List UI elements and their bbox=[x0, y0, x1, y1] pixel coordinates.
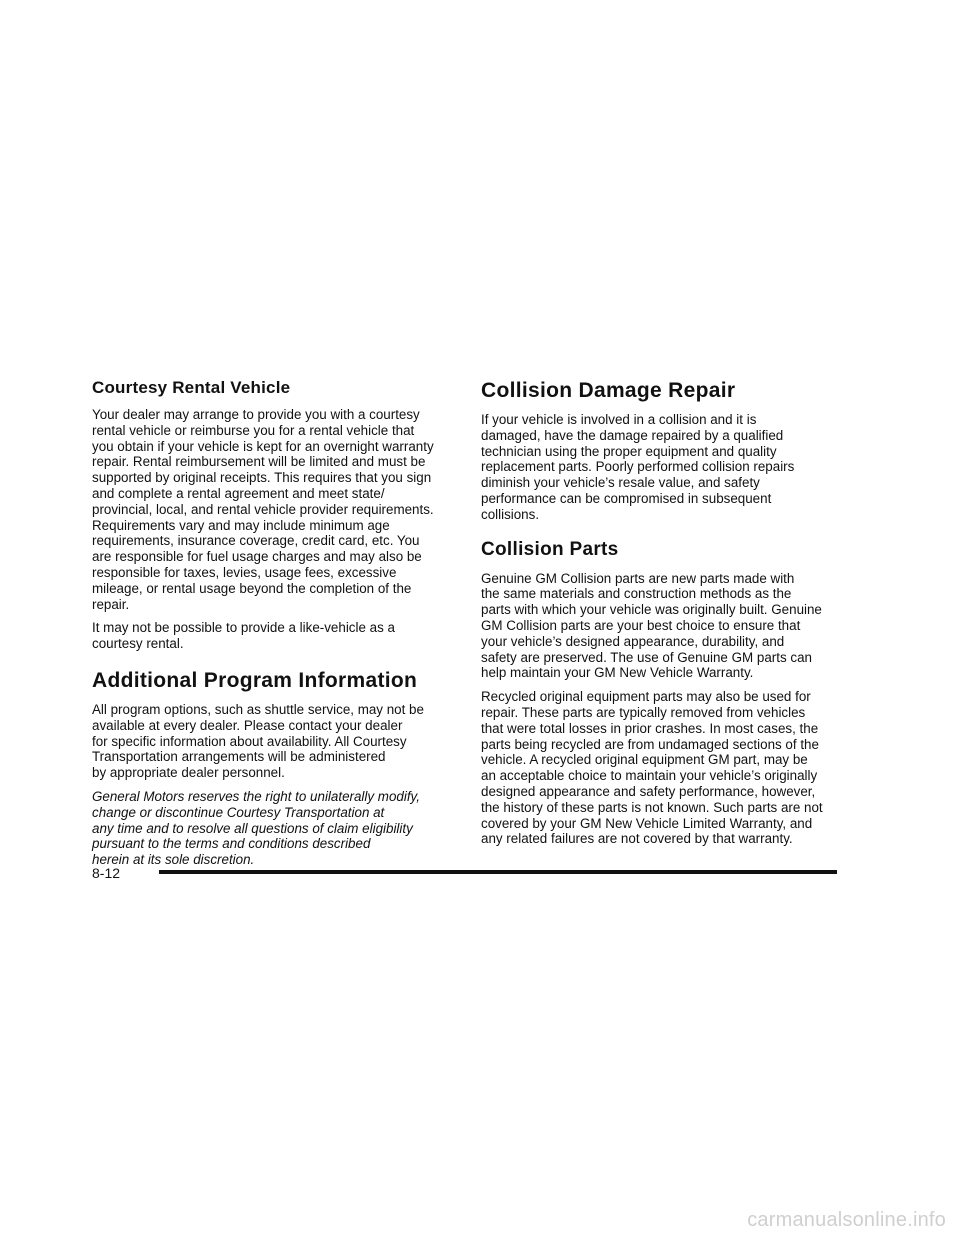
additional-program-disclaimer: General Motors reserves the right to unilaterally modify, change or discontinue Courtesy Transportation at any time and to resolve all questions of claim eligibility pursuant to the terms and conditions described herein at its sole discretion. bbox=[92, 788, 420, 868]
courtesy-rental-heading: Courtesy Rental Vehicle bbox=[92, 378, 291, 397]
collision-parts-heading: Collision Parts bbox=[481, 538, 619, 560]
additional-program-heading: Additional Program Information bbox=[92, 668, 418, 692]
collision-damage-repair-heading: Collision Damage Repair bbox=[481, 379, 736, 402]
footer-rule bbox=[159, 870, 837, 874]
page-number: 8-12 bbox=[92, 865, 121, 881]
additional-program-paragraph-1: All program options, such as shuttle service, may not be available at every dealer. Please contact your dealer for specific information about availability. All Courtesy Transportation arrangements will be administered by appropriate dealer personnel. bbox=[92, 701, 424, 781]
watermark: carmanualsonline.info bbox=[747, 1209, 946, 1231]
courtesy-rental-paragraph-1: Your dealer may arrange to provide you with a courtesy rental vehicle or reimburse you for a rental vehicle that you obtain if your vehicle is kept for an overnight warranty repair. Rental reimbursement will be limited and must be supported by original receipts. This requires that you sign and complete a rental agreement and meet state/ provincial, local, and rental vehicle provider requirements. Requirements vary and may include minimum age requirements, insurance coverage, credit card, etc. You are responsible for fuel usage charges and may also be responsible for taxes, levies, usage fees, excessive mileage, or rental usage beyond the completion of the repair. bbox=[92, 407, 434, 612]
left-column bbox=[92, 378, 454, 876]
collision-damage-repair-paragraph: If your vehicle is involved in a collision and it is damaged, have the damage repaired by a qualified technician using the proper equipment and quality replacement parts. Poorly performed collision repairs diminish your vehicle’s resale value, and safety performance can be compromised in subsequent collisions. bbox=[481, 412, 795, 522]
right-column bbox=[481, 378, 843, 855]
courtesy-rental-paragraph-2: It may not be possible to provide a like-vehicle as a courtesy rental. bbox=[92, 620, 395, 652]
collision-parts-paragraph-1: Genuine GM Collision parts are new parts made with the same materials and construction methods as the parts with which your vehicle was originally built. Genuine GM Collision parts are your best choice to ensure that your vehicle’s designed appearance, durability, and safety are preserved. The use of Genuine GM parts can help maintain your GM New Vehicle Warranty. bbox=[481, 570, 822, 681]
collision-parts-paragraph-2: Recycled original equipment parts may also be used for repair. These parts are typically removed from vehicles that were total losses in prior crashes. In most cases, the parts being recycled are from undamaged sections of the vehicle. A recycled original equipment GM part, may be an acceptable choice to maintain your vehicle’s originally designed appearance and safety performance, however, the history of these parts is not known. Such parts are not covered by your GM New Vehicle Limited Warranty, and any related failures are not covered by that warranty. bbox=[481, 689, 823, 847]
